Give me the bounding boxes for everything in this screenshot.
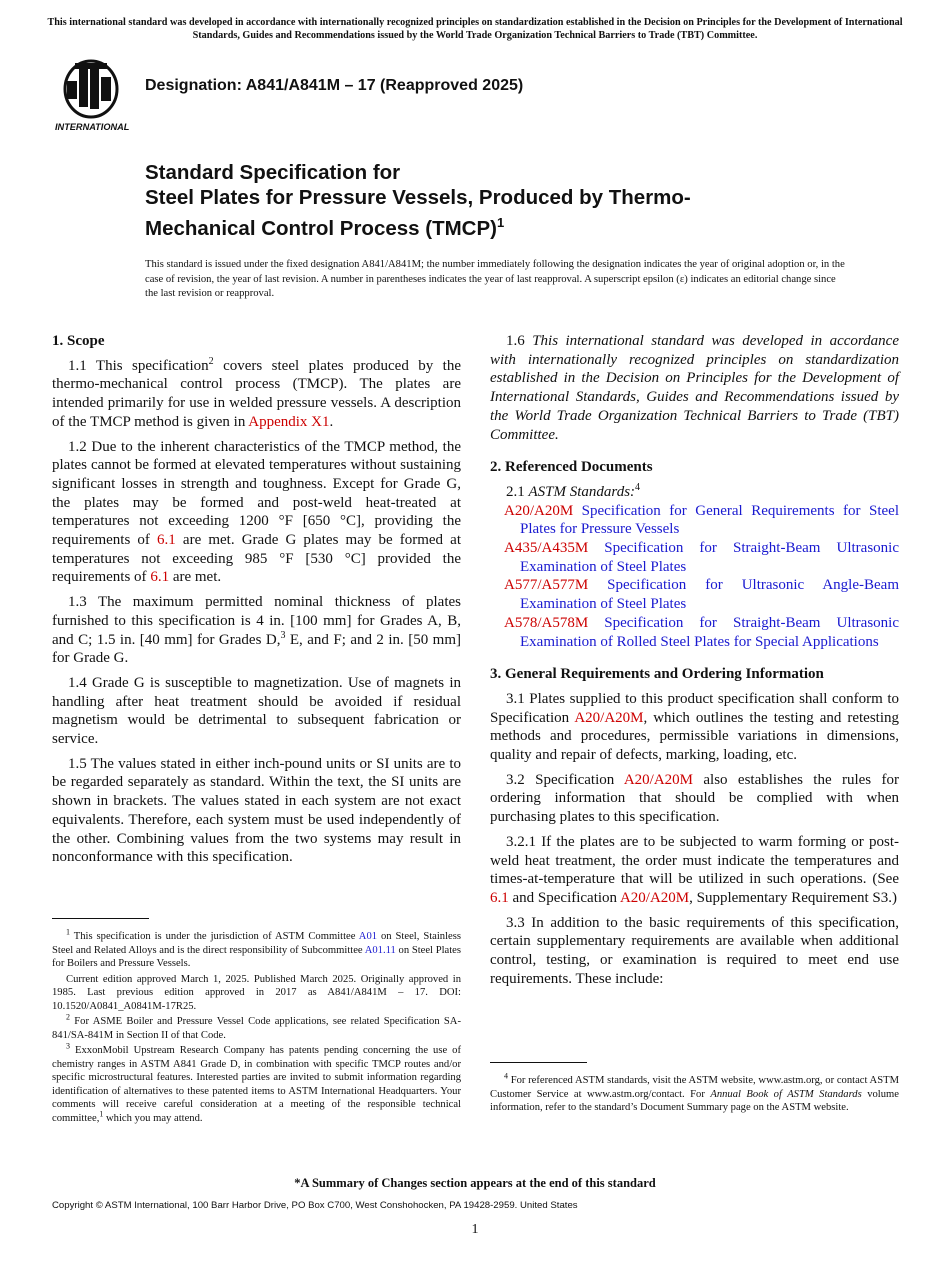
right-column [490,332,899,995]
summary-of-changes-note: *A Summary of Changes section appears at the end of this standard [294,1176,656,1190]
link-a01-11[interactable]: A01.11 [364,944,396,956]
link-appendix-x1[interactable]: Appendix X1 [248,413,330,430]
para-2-1: 2.1 ASTM Standards:$^4$ [506,481,641,500]
right-footnotes [490,1062,899,1117]
footnote-3: $^3$ ExxonMobil Upstream Research Company has patents pending concerning the use of chemistry ranges in ASTM A841 Grade D, in combination with specific TMCP routes and/or specific microstructural features. Interested parties are invited to submit information regarding identification of alternatives to these patented items to ASTM International Headquarters. Your comments will receive careful consideration at a meeting of the responsible technical committee,$^1$ which you may attend. [52,1041,461,1124]
footnote-1-edition: Current edition approved March 1, 2025. Published March 2025. Originally approved in 1985. Last previous edition approved in 2017 as A841/A841M – 17. DOI: 10.1520/A0841_A0841M-17R25. [52,973,461,1012]
designation: Designation: A841/A841M – 17 (Reapproved 2025) [145,77,524,94]
section-2-heading: 2. Referenced Documents [490,459,653,476]
section-3-heading: 3. General Requirements and Ordering Information [490,666,824,683]
tbt-notice: This international standard was developed in accordance with internationally recognized principles on standardization established in the Decision on Principles for the Development of International Standards, Guides and Recommendations issued by the World Trade Organization Technical Barriers to Trade (TBT) Committee. [47,17,903,41]
link-6-1[interactable]: 6.1 [150,569,170,586]
footnote-rule [490,1062,587,1063]
para-3-3: 3.3 In addition to the basic requirements of this specification, certain supplementary requirements are available when additional control, testing, or examination is required to meet end use requirements. These include: [490,914,899,987]
title-line-3 [145,210,845,241]
footnote-rule [52,918,149,919]
title-line-2: Steel Plates for Pressure Vessels, Produced by Thermo- [145,186,691,209]
link-6-1[interactable]: 6.1 [490,889,509,906]
footnote-ref-3[interactable]: 3 [280,629,286,641]
para-1-4: 1.4 Grade G is susceptible to magnetization. Use of magnets in handling after heat treatment should be avoided if residual magnetism would be detrimental to subsequent fabrication or service. [52,674,461,748]
footnote-ref-2[interactable]: 2 [208,355,214,367]
copyright: Copyright © ASTM International, 100 Barr Harbor Drive, PO Box C700, West Conshohocken, PA 19428-2959. United States [52,1200,578,1211]
document-title [145,160,845,241]
para-3-1: 3.1 Plates supplied to this product specification shall conform to Specification A20/A20M, which outlines the testing and retesting methods and procedures, permissible variations in dimensions, quality and repair of defects, marking, loading, etc. [490,690,899,764]
ref-item[interactable]: A578/A578M Specification for Straight-Beam Ultrasonic Examination of Rolled Steel Plates for Special Applications [504,614,899,650]
astm-logo [55,55,135,133]
title-line-3-text: Mechanical Control Process (TMCP) [145,216,497,240]
standard-issuance-note: This standard is issued under the fixed designation A841/A841M; the number immediately following the designation indicates the year of original adoption or, in the case of revision, the year of last revision. A number in parentheses indicates the year of last reapproval. A superscript epsilon (ε) indicates an editorial change since the last revision or reapproval. [145,259,845,299]
logo-subtext: INTERNATIONAL [55,122,130,132]
ref-item[interactable]: A577/A577M Specification for Ultrasonic Angle-Beam Examination of Steel Plates [504,577,899,613]
page-number: 1 [471,1222,479,1237]
footnote-4: $^4$ For referenced ASTM standards, visit the ASTM website, www.astm.org, or contact ASTM Customer Service at www.astm.org/contact. For Annual Book of ASTM Standards volume information, refer to the standard’s Document Summary page on the ASTM website. [490,1071,899,1113]
title-line-1: Standard Specification for [145,161,401,184]
para-1-1: 1.1 This specification$^2$ covers steel plates produced by the thermo-mechanical control process (TMCP). The plates are intended primarily for use in welded pressure vessels. A description of the TMCP method is given in Appendix X1. [52,355,462,430]
link-a01[interactable]: A01 [358,931,378,942]
para-1-6: 1.6 This international standard was developed in accordance with internationally recognized principles on standardization established in the Decision on Principles for the Development of International Standards, Guides and Recommendations issued by the World Trade Organization Technical Barriers to Trade (TBT) Committee. [490,333,899,443]
section-1-heading: 1. Scope [52,333,105,349]
para-1-5: 1.5 The values stated in either inch-pound units or SI units are to be regarded separately as standard. Within the text, the SI units are shown in brackets. The values stated in each system are not exact equivalents. Therefore, each system must be used independently of the other. Combining values from the two systems may result in nonconformance with this specification. [52,755,461,866]
para-1-2: 1.2 Due to the inherent characteristics of the TMCP method, the plates cannot be formed at elevated temperatures without sustaining significant losses in strength and toughness. Except for Grade G, the plates may be formed and post-weld heat-treated at temperatures not exceeding 1200 °F [650 °C], providing the requirements of 6.1 are met. Grade G plates may be formed at temperatures not exceeding 985 °F [530 °C] provided the requirements of 6.1 are met. [52,438,461,586]
link-a20[interactable]: A20/A20M [574,709,644,726]
ref-item[interactable]: A20/A20M Specification for General Requirements for Steel Plates for Pressure Vessels [504,502,899,538]
footnote-1: $^1$ This specification is under the jurisdiction of ASTM Committee A01 on Steel, Stainless Steel and Related Alloys and is the direct responsibility of Subcommittee A01.11 on Steel Plates for Boilers and Pressure Vessels. [52,927,462,969]
para-3-2-1: 3.2.1 If the plates are to be subjected to warm forming or post-weld heat treatment, the order must indicate the temperatures and times-at-temperature that will be utilized in such operations. (See 6.1 and Specification A20/A20M, Supplementary Requirement S3.) [490,833,899,906]
left-column [52,332,461,873]
footnote-ref-4[interactable]: 4 [635,481,641,493]
title-footnote-ref[interactable]: 1 [496,215,505,230]
para-3-2: 3.2 Specification A20/A20M also establishes the rules for ordering information that should be complied with when purchasing plates to this specification. [490,771,900,826]
link-6-1[interactable]: 6.1 [157,532,176,549]
astm-logo-graphic [55,55,135,133]
link-a20[interactable]: A20/A20M [619,889,690,906]
link-a20[interactable]: A20/A20M [623,771,693,788]
footnote-2: $^2$ For ASME Boiler and Pressure Vessel Code applications, see related Specification SA-841/SA-841M in Section II of that Code. [52,1012,461,1041]
left-footnotes [52,918,461,1127]
para-1-3: 1.3 The maximum permitted nominal thickness of plates furnished to this specification is 4 in. [100 mm] for Grades A, B, and C; 1.5 in. [40 mm] for Grades D,$^3$ E, and F; and 2 in. [50 mm] for Grade G. [52,594,461,667]
ref-item[interactable]: A435/A435M Specification for Straight-Beam Ultrasonic Examination of Steel Plates [504,540,899,575]
